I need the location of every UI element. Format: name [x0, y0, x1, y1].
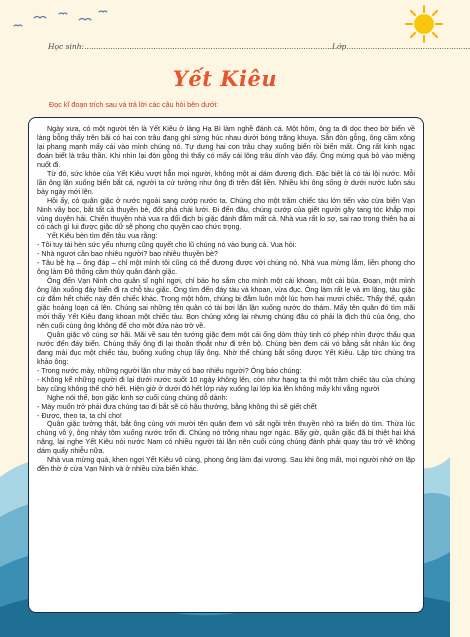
passage-paragraph: - Trong nước mày, những người lặn như mày có bao nhiêu người? Ông báo chúng: [37, 366, 302, 375]
passage-paragraph: - Tâu bệ hạ – ông đáp – chỉ một mình tôi cũng có thể đương được với chúng nó. Nhà vua mừng lắm, liền phong cho ông làm Đô thống cầm thủy quân đánh giặc. [37, 259, 415, 277]
passage-paragraph: - Không kể những người đi lại dưới nước suốt 10 ngày không lên, còn như hạng ta thì một trăm chiếc tàu của chúng bay cũng không thể chở hết. Hiện giờ ở dưới đó hết lớp này xuống lại lớp kia lên không mấy khi vắng người [37, 375, 415, 393]
class-label: Lớp [332, 42, 347, 51]
passage-paragraph: - Nhà ngươi cần bao nhiêu người? bao nhiêu thuyền bè? [37, 250, 218, 259]
reading-passage-box [28, 117, 424, 613]
passage-paragraph: - Tôi tuy tài hèn sức yếu nhưng cũng quyết cho lũ chúng nó vào bụng cá. Vua hỏi: [37, 241, 297, 250]
passage-paragraph: Nghe nói thế, bọn giặc kinh sợ cuối cùng chúng dỗ dành: [47, 393, 228, 402]
class-field[interactable]: .................................................... [346, 42, 470, 51]
passage-paragraph: Hồi ấy, có quân giặc ở nước ngoài sang cướp nước ta. Chúng cho một trăm chiếc tàu lớn tiến vào cửa biển Vạn Ninh vây bọc, bắt tất cả thuyền bè, đốt phá chài lưới. Đi đến đâu, chúng cướp của giết người gây tang tóc khắp mọi vùng duyên hải. Chiến thuyền nhà vua ra đối địch bị giặc đánh đắm mất cả. Nhà vua rất lo sợ, sai rao trong thiên hạ ai có cách gì lui được giặc dữ sẽ phong cho quyền cao chức trọng. [37, 196, 415, 232]
passage-paragraph: Quân giặc tưởng thật, bắt ông cùng với mười tên quân đem vó sắt ngồi trên thuyền nhỏ ra biển dò tìm. Thừa lúc chúng vô ý, ông nhảy tõm xuống nước trốn đi. Chúng nó trông nhau ngơ ngác. Bấy giờ, quân giặc đã bị thiệt hại khá nặng, lại nghe Yết Kiêu nói nước Nam có nhiều người tài lặn nên cuối cùng chúng đành phải quay tàu trở về không dám quấy nhiễu nữa. [37, 420, 415, 456]
passage-paragraph: Ông đến Vạn Ninh cho quân sĩ nghỉ ngơi, chỉ bảo họ sắm cho mình một cái khoan, một cái búa. Đoạn, một mình ông lặn xuống đáy biển đi ra chỗ tàu giặc. Ông tìm đến đáy tàu và khoan, vừa đục. Ông làm rất lẹ và im lặng, tàu giặc cứ đắm hết chiếc này đến chiếc khác. Trong một hôm, chúng bị đắm luôn một lúc hơn hai mươi chiếc. Thấy thế, quân giặc hoảng loạn cả lên. Chúng sai những tên quân có tài bơi lặn lặn xuống nước do thám. Mấy tên quân đó tìm mãi mới thấy Yết Kiêu đang khoan một chiếc tàu. Bọn chúng xông lại nhưng chúng đâu có phải là địch thủ của ông, cho nên cuối cùng ông không để cho một đứa nào trở về. [37, 277, 415, 330]
passage-paragraph: Yết Kiêu bèn tìm đến tâu vua rằng: [47, 232, 158, 241]
page-title: Yết Kiêu [172, 66, 278, 91]
instruction-text: Đọc kĩ đoạn trích sau và trả lời các câu hỏi bên dưới: [49, 100, 219, 109]
student-label: Học sinh: [48, 42, 85, 51]
student-name-field[interactable]: ........................................................................................................ [84, 42, 333, 51]
passage-paragraph: Từ đó, sức khỏe của Yết Kiêu vượt hẳn mọi người, không một ai dám đương địch. Đặc biệt là có tài lội nước. Mỗi lần ông lặn xuống biển bắt cá, người ta cứ tưởng như ông đi trên đất liền. Nhiều khi ông sống ở dưới nước luôn sáu bảy ngày mới lên. [37, 169, 415, 196]
passage-paragraph: Nhà vua mừng quá, khen ngợi Yết Kiêu vô cùng, phong ông làm đại vương. Sau khi ông mất, mọi người nhớ ơn lập đền thờ ở cửa Vạn Ninh và ở nhiều cửa biển khác. [37, 456, 415, 474]
passage-paragraph: - Được, theo ta, ta chỉ cho! [37, 411, 122, 420]
passage-paragraph: Quân giặc vô cùng sợ hãi. Mãi về sau tên tướng giặc đem một cái ống dòm thủy tinh có phép nhìn được thấu qua nước đến đáy biển. Chúng thấy ông đi lại thoăn thoắt như đi trên bộ. Chúng bèn đem cái vó bằng sắt nhân lúc ông đang mải đục một chiếc tàu, buông xuống chụp lấy ông. Nhờ thế chúng bắt sống được Yết Kiêu. Lập tức chúng tra khảo ông: [37, 330, 415, 366]
passage-paragraph: Ngày xưa, có một người tên là Yết Kiêu ở làng Hạ Bì làm nghề đánh cá. Một hôm, ông ta đi dọc theo bờ biển về làng bỗng thấy trên bãi có hai con trâu đang ghì sừng húc nhau dưới bóng trăng khuya. Sẵn đòn gỗng, ông cầm xông lại phang mạnh mấy cái vào mình chúng nó. Tự dưng hai con trâu chạy xuống biển rồi biến mất. Ông rất kinh ngạc đoán biết là trâu thần. Khi nhìn lại đòn gỗng thì thấy có mấy cái lông trâu dính vào đấy. Ông mừng quá bỏ vào miệng nuốt đi. [37, 125, 415, 169]
sun-icon [404, 4, 444, 44]
student-info-line [48, 42, 470, 51]
birds-icon [4, 6, 124, 36]
passage-paragraph: - Mày muốn trở phải đưa chúng tao đi bắt sẽ có hậu thưởng, bằng không thì sẽ giết chết [37, 402, 317, 411]
